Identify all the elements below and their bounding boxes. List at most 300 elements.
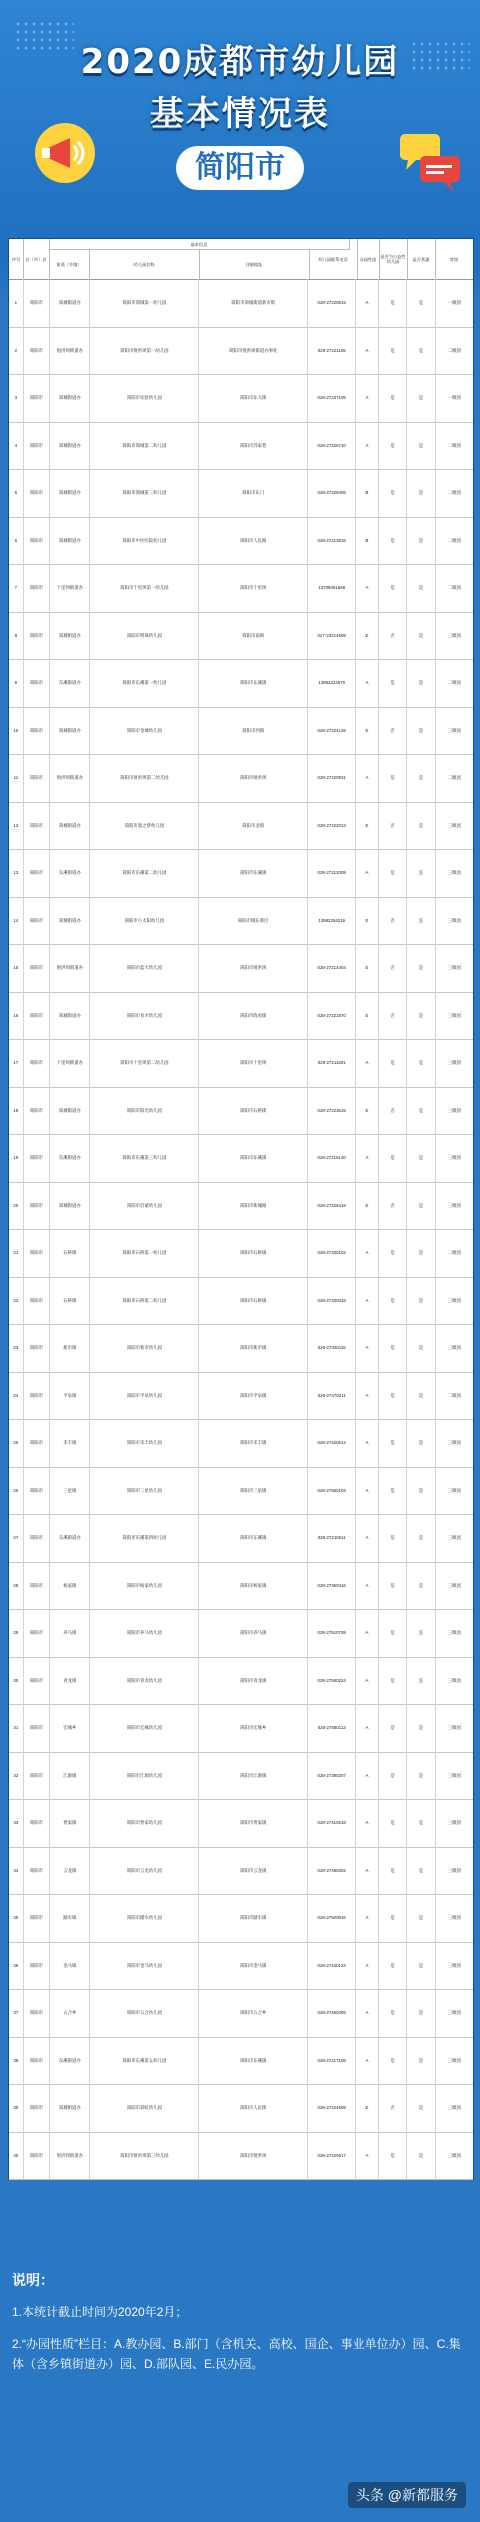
cell-inclusive: 是	[407, 802, 435, 850]
cell-district: 简阳市	[24, 754, 51, 802]
cell-level: 三级园	[447, 2010, 461, 2015]
cell-street: 简城街道办	[50, 1182, 90, 1230]
cell-district: 简阳市	[24, 659, 51, 707]
cell-inclusive: 是	[407, 1277, 435, 1325]
cell-level: 二级园	[447, 680, 461, 685]
cell-index: 15	[9, 944, 24, 992]
cell-nature: A	[356, 1134, 379, 1182]
cell-level: 二级园	[447, 490, 461, 495]
cell-inclusive: 是	[407, 1657, 435, 1705]
cell-district: 简阳市	[24, 1752, 51, 1800]
cell-name: 简阳市彩虹幼儿园	[90, 2084, 199, 2132]
cell-public-benefit: 是	[379, 327, 407, 375]
cell-address: 简阳市东溪镇	[199, 659, 308, 707]
table-row	[9, 1324, 473, 1373]
cell-name: 简阳市射洪坝第一幼儿园	[90, 327, 199, 375]
cell-phone: 028-27220617	[308, 2132, 356, 2180]
cell-level: 三级园	[447, 1440, 461, 1445]
cell-public-benefit: 是	[379, 659, 407, 707]
cell-level: 三级园	[447, 1060, 461, 1065]
cell-level: 三级园	[447, 2152, 461, 2158]
cell-nature: A	[356, 1229, 379, 1277]
cell-name: 简阳市金城幼儿园	[90, 707, 199, 755]
cell-phone: 028-27222013	[308, 802, 356, 850]
table-row	[9, 564, 473, 613]
cell-index: 7	[9, 564, 24, 612]
cell-address: 简阳市杨家镇	[199, 1562, 308, 1610]
cell-address: 简阳市云龙镇	[199, 1847, 308, 1895]
cell-nature: E	[356, 707, 379, 755]
cell-street: 石桥镇	[50, 1277, 90, 1325]
cell-nature: A	[356, 1609, 379, 1657]
table-row	[9, 1609, 473, 1658]
cell-street: 云龙镇	[50, 1847, 90, 1895]
cell-public-benefit: 是	[379, 564, 407, 612]
cell-level: 三级园	[447, 1915, 461, 1920]
cell-nature: A	[356, 1419, 379, 1467]
cell-inclusive: 是	[407, 1609, 435, 1657]
cell-index: 26	[9, 1467, 24, 1515]
cell-address: 简阳市石桥镇	[199, 1277, 308, 1325]
cell-phone: 028-27226710	[308, 422, 356, 470]
kindergarten-table	[8, 238, 474, 2180]
notes-title: 说明：	[12, 2272, 54, 2288]
table-group-header: 基本信息	[49, 239, 350, 250]
cell-level: 三级园	[447, 1772, 461, 1778]
cell-street: 东溪街道办	[50, 1134, 90, 1182]
cell-district: 简阳市	[24, 802, 51, 850]
cell-nature: A	[356, 1894, 379, 1942]
cell-index: 3	[9, 374, 24, 422]
cell-phone: 028-27460405	[308, 1989, 356, 2037]
cell-index: 27	[9, 1514, 24, 1562]
cell-street: 简城街道办	[50, 802, 90, 850]
cell-name: 简阳市中医医院幼儿园	[90, 517, 199, 565]
cell-name: 简阳市十里坝第二幼儿园	[90, 1039, 199, 1087]
cell-public-benefit: 是	[379, 1514, 407, 1562]
cell-inclusive: 是	[407, 374, 435, 422]
title-line-1: 2020成都市幼儿园	[80, 42, 400, 82]
col-header-address: 详细地址	[199, 249, 310, 279]
table-row	[9, 1562, 473, 1611]
cell-inclusive: 是	[407, 1182, 435, 1230]
cell-street: 五合乡	[50, 1989, 90, 2037]
cell-district: 简阳市	[24, 897, 51, 945]
cell-level: 二级园	[447, 585, 461, 590]
cell-level: 三级园	[447, 1487, 461, 1493]
cell-phone: 028-27550224	[308, 1657, 356, 1705]
cell-nature: A	[356, 1467, 379, 1515]
cell-level: 三级园	[447, 1867, 461, 1873]
cell-inclusive: 是	[407, 422, 435, 470]
cell-address: 简阳市苏家巷	[199, 422, 308, 470]
cell-street: 江源镇	[50, 1752, 90, 1800]
cell-level: 三级园	[447, 1107, 461, 1113]
cell-phone: 028-27215130	[308, 1134, 356, 1182]
col-header-index: 序号	[9, 239, 24, 279]
table-row	[9, 279, 473, 328]
cell-address: 简阳市石桥街	[199, 1087, 308, 1135]
cell-name: 简阳市石桥第一幼儿园	[90, 1229, 199, 1277]
table-row	[9, 1989, 473, 2038]
cell-level: 三级园	[447, 917, 461, 923]
cell-name: 简阳市小太阳幼儿园	[90, 897, 199, 945]
cell-level: 三级园	[447, 822, 461, 828]
cell-name: 简阳市杨家幼儿园	[90, 1562, 199, 1610]
cell-district: 简阳市	[24, 1657, 51, 1705]
cell-public-benefit: 是	[379, 1609, 407, 1657]
cell-level: 二级园	[447, 347, 461, 353]
cell-level: 三级园	[447, 1677, 461, 1683]
cell-inclusive: 是	[407, 1562, 435, 1610]
cell-level: 三级园	[447, 1297, 461, 1303]
cell-address: 简阳市射洪坝	[199, 2132, 308, 2180]
cell-phone: 028-27580113	[308, 1704, 356, 1752]
cell-name: 简阳市贾家幼儿园	[90, 1799, 199, 1847]
cell-nature: A	[356, 1372, 379, 1420]
cell-address: 简阳市平泉镇	[199, 1372, 308, 1420]
cell-street: 三星镇	[50, 1467, 90, 1515]
cell-address: 简阳市新市镇	[199, 1324, 308, 1372]
cell-nature: A	[356, 2037, 379, 2085]
cell-phone: 028-27440124	[308, 1942, 356, 1990]
cell-level: 三级园	[447, 632, 461, 638]
table-header	[9, 239, 473, 280]
cell-name: 简阳市童之梦幼儿园	[90, 802, 199, 850]
cell-nature: A	[356, 1942, 379, 1990]
cell-phone: 028-27330102	[308, 1229, 356, 1277]
cell-index: 40	[9, 2132, 24, 2180]
col-header-street: 街道（乡镇）	[49, 249, 90, 279]
cell-street: 养马镇	[50, 1609, 90, 1657]
cell-phone: 028-27212009	[308, 849, 356, 897]
watermark: 头条 @新都服务	[348, 2482, 466, 2508]
table-row	[9, 849, 473, 898]
cell-name: 简阳市启蒙幼儿园	[90, 1182, 199, 1230]
cell-level: 三级园	[447, 965, 461, 970]
cell-district: 简阳市	[24, 612, 51, 660]
cell-inclusive: 是	[407, 2084, 435, 2132]
cell-index: 36	[9, 1942, 24, 1990]
table-body	[9, 279, 473, 2179]
cell-inclusive: 是	[407, 1704, 435, 1752]
table-row	[9, 1799, 473, 1848]
cell-phone: 028-27390207	[308, 1752, 356, 1800]
cell-address: 简阳市东溪镇	[199, 2037, 308, 2085]
table-row	[9, 1942, 473, 1991]
cell-address: 简阳市西街	[199, 707, 308, 755]
cell-phone: 028-27223615	[308, 1087, 356, 1135]
cell-public-benefit: 否	[379, 612, 407, 660]
table-row	[9, 897, 473, 946]
cell-street: 石桥镇	[50, 1229, 90, 1277]
table-row	[9, 707, 473, 756]
col-header-level: 等级	[449, 256, 459, 262]
cell-name: 简阳市东溪第四幼儿园	[90, 1514, 199, 1562]
cell-name: 简阳市养马幼儿园	[90, 1609, 199, 1657]
cell-public-benefit: 是	[379, 1372, 407, 1420]
cell-address: 简阳市南街	[199, 612, 308, 660]
cell-public-benefit: 是	[379, 422, 407, 470]
cell-district: 简阳市	[24, 1419, 51, 1467]
cell-public-benefit: 是	[379, 1704, 407, 1752]
cell-name: 简阳市东溪第二幼儿园	[90, 849, 199, 897]
cell-index: 30	[9, 1657, 24, 1705]
cell-inclusive: 是	[407, 944, 435, 992]
table-row	[9, 802, 473, 851]
table-row	[9, 1277, 473, 1326]
cell-street: 十里坝街道办	[50, 1039, 90, 1087]
cell-district: 简阳市	[24, 992, 51, 1040]
table-row	[9, 2132, 473, 2181]
cell-nature: A	[356, 279, 379, 327]
cell-inclusive: 是	[407, 1039, 435, 1087]
cell-address: 简阳市江源镇	[199, 1752, 308, 1800]
cell-inclusive: 是	[407, 1419, 435, 1467]
header	[0, 0, 480, 244]
cell-inclusive: 是	[407, 849, 435, 897]
cell-address: 简阳市三星镇	[199, 1467, 308, 1515]
cell-inclusive: 是	[407, 2037, 435, 2085]
cell-nature: A	[356, 754, 379, 802]
cell-district: 简阳市	[24, 564, 51, 612]
cell-district: 简阳市	[24, 944, 51, 992]
table-row	[9, 1229, 473, 1278]
cell-name: 简阳市十里坝第一幼儿园	[90, 564, 199, 612]
cell-public-benefit: 是	[379, 469, 407, 517]
cell-district: 简阳市	[24, 1372, 51, 1420]
cell-phone: 028-27213816	[308, 517, 356, 565]
cell-address: 简阳市青龙镇	[199, 1657, 308, 1705]
cell-address: 简阳市人民路	[199, 517, 308, 565]
cell-inclusive: 是	[407, 1324, 435, 1372]
cell-name: 简阳市青龙幼儿园	[90, 1657, 199, 1705]
cell-index: 31	[9, 1704, 24, 1752]
cell-public-benefit: 否	[379, 992, 407, 1040]
cell-phone: 028-27211501	[308, 1039, 356, 1087]
cell-name: 简阳市平泉幼儿园	[90, 1372, 199, 1420]
cell-level: 三级园	[447, 1155, 461, 1160]
cell-nature: A	[356, 1847, 379, 1895]
cell-address: 简阳市人民街	[199, 2084, 308, 2132]
cell-nature: A	[356, 1039, 379, 1087]
cell-level: 三级园	[447, 870, 461, 875]
cell-inclusive: 是	[407, 992, 435, 1040]
table-row	[9, 1134, 473, 1183]
cell-phone: 028-27560103	[308, 1467, 356, 1515]
cell-address: 简阳市射洪坝街道办事处	[199, 327, 308, 375]
cell-nature: A	[356, 564, 379, 612]
cell-name: 简阳市踏水幼儿园	[90, 1894, 199, 1942]
cell-street: 东溪街道办	[50, 849, 90, 897]
cell-phone: 13982224670	[308, 659, 356, 707]
cell-public-benefit: 是	[379, 517, 407, 565]
cell-nature: A	[356, 659, 379, 707]
cell-address: 简阳市贾家镇	[199, 1799, 308, 1847]
table-row	[9, 422, 473, 471]
cell-index: 23	[9, 1324, 24, 1372]
cell-index: 29	[9, 1609, 24, 1657]
cell-name: 简阳市简城第二幼儿园	[90, 422, 199, 470]
cell-street: 射洪坝街道办	[50, 944, 90, 992]
cell-name: 简阳市实验幼儿园	[90, 374, 199, 422]
cell-district: 简阳市	[24, 1182, 51, 1230]
cell-district: 简阳市	[24, 279, 51, 327]
cell-inclusive: 是	[407, 1942, 435, 1990]
cell-phone: 13982254216	[308, 897, 356, 945]
cell-street: 简城街道办	[50, 897, 90, 945]
cell-index: 25	[9, 1419, 24, 1467]
cell-name: 简阳市三星幼儿园	[90, 1467, 199, 1515]
cell-nature: A	[356, 1657, 379, 1705]
cell-level: 三级园	[447, 1630, 461, 1635]
cell-phone: 028-27470211	[308, 1372, 356, 1420]
cell-index: 10	[9, 707, 24, 755]
cell-street: 青龙镇	[50, 1657, 90, 1705]
cell-address: 简阳市射洪坝	[199, 754, 308, 802]
cell-public-benefit: 是	[379, 374, 407, 422]
cell-name: 简阳市江源幼儿园	[90, 1752, 199, 1800]
cell-level: 三级园	[447, 2057, 461, 2063]
cell-index: 2	[9, 327, 24, 375]
cell-public-benefit: 是	[379, 1039, 407, 1087]
cell-phone: 028-27215611	[308, 1514, 356, 1562]
cell-nature: E	[356, 897, 379, 945]
cell-level: 一级园	[447, 395, 461, 400]
cell-address: 简阳市养马镇	[199, 1609, 308, 1657]
cell-address: 简阳市东溪镇	[199, 1134, 308, 1182]
cell-index: 14	[9, 897, 24, 945]
cell-phone: 028-27221870	[308, 992, 356, 1040]
megaphone-icon	[30, 118, 100, 188]
cell-index: 17	[9, 1039, 24, 1087]
cell-nature: A	[356, 2132, 379, 2180]
cell-address: 简阳市东大街	[199, 374, 308, 422]
cell-inclusive: 是	[407, 754, 435, 802]
cell-index: 34	[9, 1847, 24, 1895]
cell-name: 简阳市东溪第一幼儿园	[90, 659, 199, 707]
cell-nature: A	[356, 1989, 379, 2037]
cell-name: 简阳市明珠幼儿园	[90, 612, 199, 660]
cell-phone: 028-27221105	[308, 327, 356, 375]
col-header-district: 区（市）县	[23, 239, 50, 279]
cell-district: 简阳市	[24, 327, 51, 375]
cell-index: 39	[9, 2084, 24, 2132]
cell-address: 简阳市金马镇	[199, 1942, 308, 1990]
cell-inclusive: 是	[407, 1087, 435, 1135]
cell-public-benefit: 否	[379, 897, 407, 945]
cell-phone: 028-27330318	[308, 1277, 356, 1325]
cell-street: 宏缘乡	[50, 1704, 90, 1752]
table-row	[9, 517, 473, 566]
cell-public-benefit: 是	[379, 1562, 407, 1610]
cell-street: 东溪街道办	[50, 659, 90, 707]
cell-level: 三级园	[447, 1202, 461, 1208]
cell-nature: E	[356, 1182, 379, 1230]
cell-district: 简阳市	[24, 517, 51, 565]
table-row	[9, 1087, 473, 1136]
table-row	[9, 992, 473, 1041]
cell-name: 简阳市育才幼儿园	[90, 992, 199, 1040]
cell-phone: 028-27360416	[308, 1562, 356, 1610]
cell-inclusive: 是	[407, 469, 435, 517]
cell-street: 简城街道办	[50, 469, 90, 517]
cell-district: 简阳市	[24, 469, 51, 517]
cell-nature: E	[356, 1087, 379, 1135]
note-item: 1.本统计截止时间为2020年2月；	[12, 2305, 188, 2319]
cell-index: 5	[9, 469, 24, 517]
cell-name: 简阳市云龙幼儿园	[90, 1847, 199, 1895]
table-row	[9, 1514, 473, 1563]
cell-nature: A	[356, 849, 379, 897]
cell-nature: A	[356, 374, 379, 422]
cell-public-benefit: 是	[379, 1989, 407, 2037]
cell-phone: 028-27226405	[308, 469, 356, 517]
col-header-phone: 幼儿园联系电话	[309, 239, 358, 279]
cell-inclusive: 是	[407, 1799, 435, 1847]
cell-address: 简阳市新城路	[199, 1182, 308, 1230]
cell-public-benefit: 否	[379, 1087, 407, 1135]
cell-district: 简阳市	[24, 2037, 51, 2085]
cell-public-benefit: 是	[379, 2132, 407, 2180]
cell-index: 11	[9, 754, 24, 802]
cell-street: 简城街道办	[50, 517, 90, 565]
cell-street: 平泉镇	[50, 1372, 90, 1420]
cell-nature: A	[356, 1799, 379, 1847]
cell-district: 简阳市	[24, 2084, 51, 2132]
cell-district: 简阳市	[24, 1229, 51, 1277]
cell-public-benefit: 是	[379, 2037, 407, 2085]
cell-public-benefit: 是	[379, 1847, 407, 1895]
notes-section	[0, 2190, 480, 2522]
table-row	[9, 659, 473, 708]
cell-street: 杨家镇	[50, 1562, 90, 1610]
cell-inclusive: 是	[407, 1229, 435, 1277]
cell-district: 简阳市	[24, 1467, 51, 1515]
cell-level: 一级园	[447, 300, 461, 305]
cell-public-benefit: 是	[379, 1942, 407, 1990]
table-row	[9, 374, 473, 423]
cell-street: 简城街道办	[50, 1087, 90, 1135]
cell-inclusive: 是	[407, 1752, 435, 1800]
cell-public-benefit: 是	[379, 279, 407, 327]
cell-address: 简阳市射洪坝	[199, 944, 308, 992]
cell-phone: 028-27214404	[308, 944, 356, 992]
cell-nature: A	[356, 1514, 379, 1562]
cell-public-benefit: 是	[379, 1277, 407, 1325]
cell-district: 简阳市	[24, 1847, 51, 1895]
cell-street: 新市镇	[50, 1324, 90, 1372]
cell-nature: A	[356, 1324, 379, 1372]
cell-district: 简阳市	[24, 1989, 51, 2037]
cell-nature: B	[356, 469, 379, 517]
cell-district: 简阳市	[24, 2132, 51, 2180]
title-line-2: 基本情况表	[150, 94, 330, 134]
col-header-public-benefit: 是否为公益性幼儿园	[379, 239, 408, 279]
cell-phone: 028-27420612	[308, 1419, 356, 1467]
col-header-inclusive: 是否普惠	[407, 239, 436, 279]
cell-nature: A	[356, 422, 379, 470]
cell-public-benefit: 是	[379, 1134, 407, 1182]
cell-nature: A	[356, 1752, 379, 1800]
cell-phone: 028-27217108	[308, 2037, 356, 2085]
cell-index: 6	[9, 517, 24, 565]
cell-street: 简城街道办	[50, 279, 90, 327]
cell-phone: 028-27226418	[308, 1182, 356, 1230]
cell-level: 三级园	[447, 1345, 461, 1350]
cell-name: 简阳市简城第一幼儿园	[90, 279, 199, 327]
cell-nature: A	[356, 1562, 379, 1610]
